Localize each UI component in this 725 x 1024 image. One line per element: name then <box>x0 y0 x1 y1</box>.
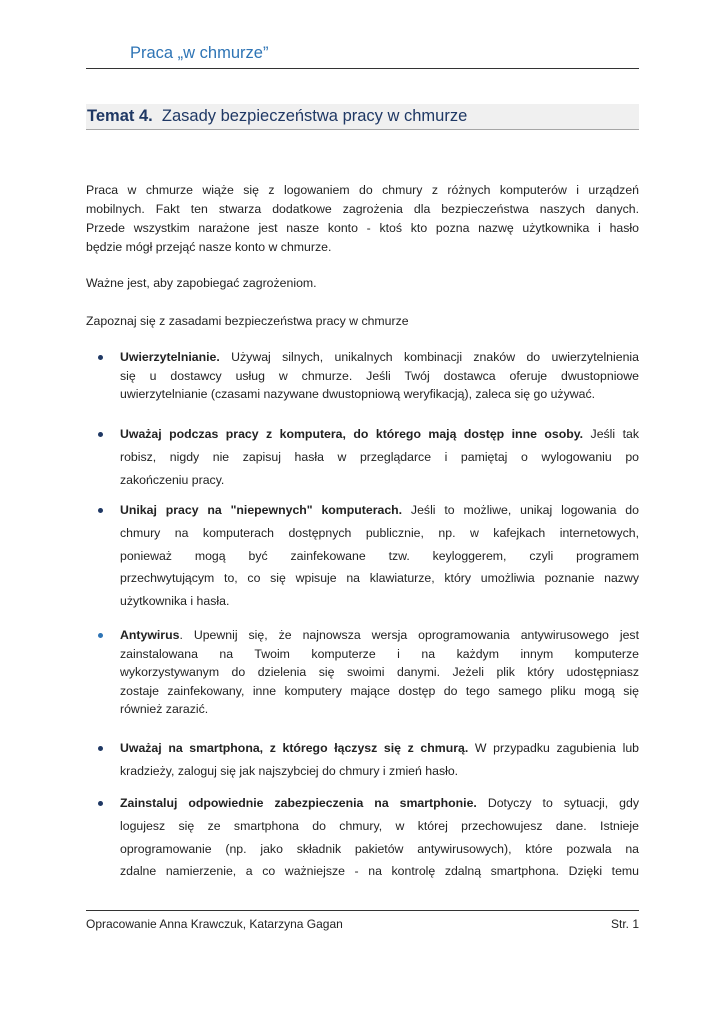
bullet-line: ponieważ mogą być zainfekowane tzw. keyloggerem, czyli programem <box>120 548 639 563</box>
bullet-text <box>120 626 639 719</box>
bullet-text <box>120 348 639 404</box>
bullet-line: Antywirus. Upewnij się, że najnowsza wersja oprogramowania antywirusowego jest <box>120 628 639 642</box>
bullet-line: oprogramowanie (np. jako składnik pakietów antywirusowych), które pozwala na <box>120 841 639 856</box>
bullet-line: uwierzytelnianie (czasami nazywane dwustopniową weryfikacją), zaleca się go używać. <box>120 387 596 401</box>
topic-number: Temat 4. <box>87 107 153 125</box>
bullet-line: chmury na komputerach dostępnych publicznie, np. w kafejkach internetowych, <box>120 525 639 540</box>
bullet-line: wykorzystywanym do dzielenia się swoimi danymi. Jeżeli plik który udostępniasz <box>120 665 639 679</box>
bullet-text <box>120 737 639 783</box>
page-footer <box>86 910 639 935</box>
header-title: Praca „w chmurze” <box>130 44 269 62</box>
bullet-bold-lead: Unikaj pracy na "niepewnych" komputerach. <box>120 503 403 517</box>
bullet-icon <box>98 633 103 638</box>
intro-line: Przede wszystkim narażone jest nasze konto - ktoś kto pozna nazwę użytkownika i hasło <box>86 221 639 235</box>
bullet-line: Zainstaluj odpowiednie zabezpieczenia na smartphonie. Dotyczy to sytuacji, gdy <box>120 796 639 810</box>
footer-authors: Opracowanie Anna Krawczuk, Katarzyna Gagan <box>86 917 343 931</box>
bullet-bold-lead: Uważaj na smartphona, z którego łączysz się z chmurą. <box>120 741 469 755</box>
bullet-bold-lead: Uważaj podczas pracy z komputera, do którego mają dostęp inne osoby. <box>120 427 584 441</box>
bullet-line: się u dostawcy usług w chmurze. Jeśli Twój dostawca oferuje dwustopniowe <box>120 368 639 383</box>
bullet-line: kradzieży, zaloguj się jak najszybciej do chmury i zmień hasło. <box>120 763 459 778</box>
bullet-line: logujesz się ze smartphona do chmury, w której przechowujesz dane. Istnieje <box>120 818 639 833</box>
intro-line: będzie mógł przejąć nasze konto w chmurze. <box>86 240 332 254</box>
bullet-icon <box>98 508 103 513</box>
bullet-line: robisz, nigdy nie zapisuj hasła w przeglądarce i pamiętaj o wylogowaniu po <box>120 449 639 464</box>
topic-heading <box>86 104 639 130</box>
bullet-icon <box>98 746 103 751</box>
page-number: Str. 1 <box>610 917 639 931</box>
bullet-text <box>120 423 639 491</box>
intro-paragraph <box>86 181 639 257</box>
intro-line: mobilnych. Fakt ten stwarza dodatkowe zagrożenia dla bezpieczeństwa naszych danych. <box>86 202 639 216</box>
bullet-line: zakończeniu pracy. <box>120 472 225 487</box>
bullet-line: użytkownika i hasła. <box>120 594 230 609</box>
running-header <box>86 40 639 69</box>
bullet-line: zostaje zainfekowany, inne komputery mające dostęp do tego samego pliku mogą się <box>120 683 639 698</box>
bullet-line: również zarazić. <box>120 702 209 716</box>
intro-line: Praca w chmurze wiąże się z logowaniem do chmury z różnych komputerów i urządzeń <box>86 183 639 197</box>
bullet-line: Uwierzytelnianie. Używaj silnych, unikalnych kombinacji znaków do uwierzytelnienia <box>120 350 639 364</box>
topic-title: Zasady bezpieczeństwa pracy w chmurze <box>161 107 468 125</box>
bullet-line: zainstalowana na Twoim komputerze i na każdym innym komputerze <box>120 646 639 661</box>
bullet-text <box>120 499 639 613</box>
bullet-bold-lead: Zainstaluj odpowiednie zabezpieczenia na smartphonie. <box>120 796 477 810</box>
bullet-icon <box>98 801 103 806</box>
bullet-line: Uważaj na smartphona, z którego łączysz się z chmurą. W przypadku zagubienia lub <box>120 741 639 755</box>
lead-sentence: Zapoznaj się z zasadami bezpieczeństwa pracy w chmurze <box>86 314 409 328</box>
bullet-line: Uważaj podczas pracy z komputera, do którego mają dostęp inne osoby. Jeśli tak <box>120 427 639 441</box>
bullet-text <box>120 792 639 883</box>
bullet-line: przechwytującym to, co się wpisuje na klawiaturze, który umożliwia poznanie nazwy <box>120 571 639 586</box>
important-note: Ważne jest, aby zapobiegać zagrożeniom. <box>86 276 317 290</box>
bullet-bold-lead: Antywirus <box>120 628 180 642</box>
bullet-icon <box>98 355 103 360</box>
bullet-bold-lead: Uwierzytelnianie. <box>120 350 220 364</box>
bullet-icon <box>98 432 103 437</box>
bullet-line: Unikaj pracy na "niepewnych" komputerach. Jeśli to możliwe, unikaj logowania do <box>120 503 639 517</box>
bullet-line: zdalne namierzenie, a co ważniejsze - na kontrolę zdalną smartphona. Dzięki temu <box>120 864 639 879</box>
